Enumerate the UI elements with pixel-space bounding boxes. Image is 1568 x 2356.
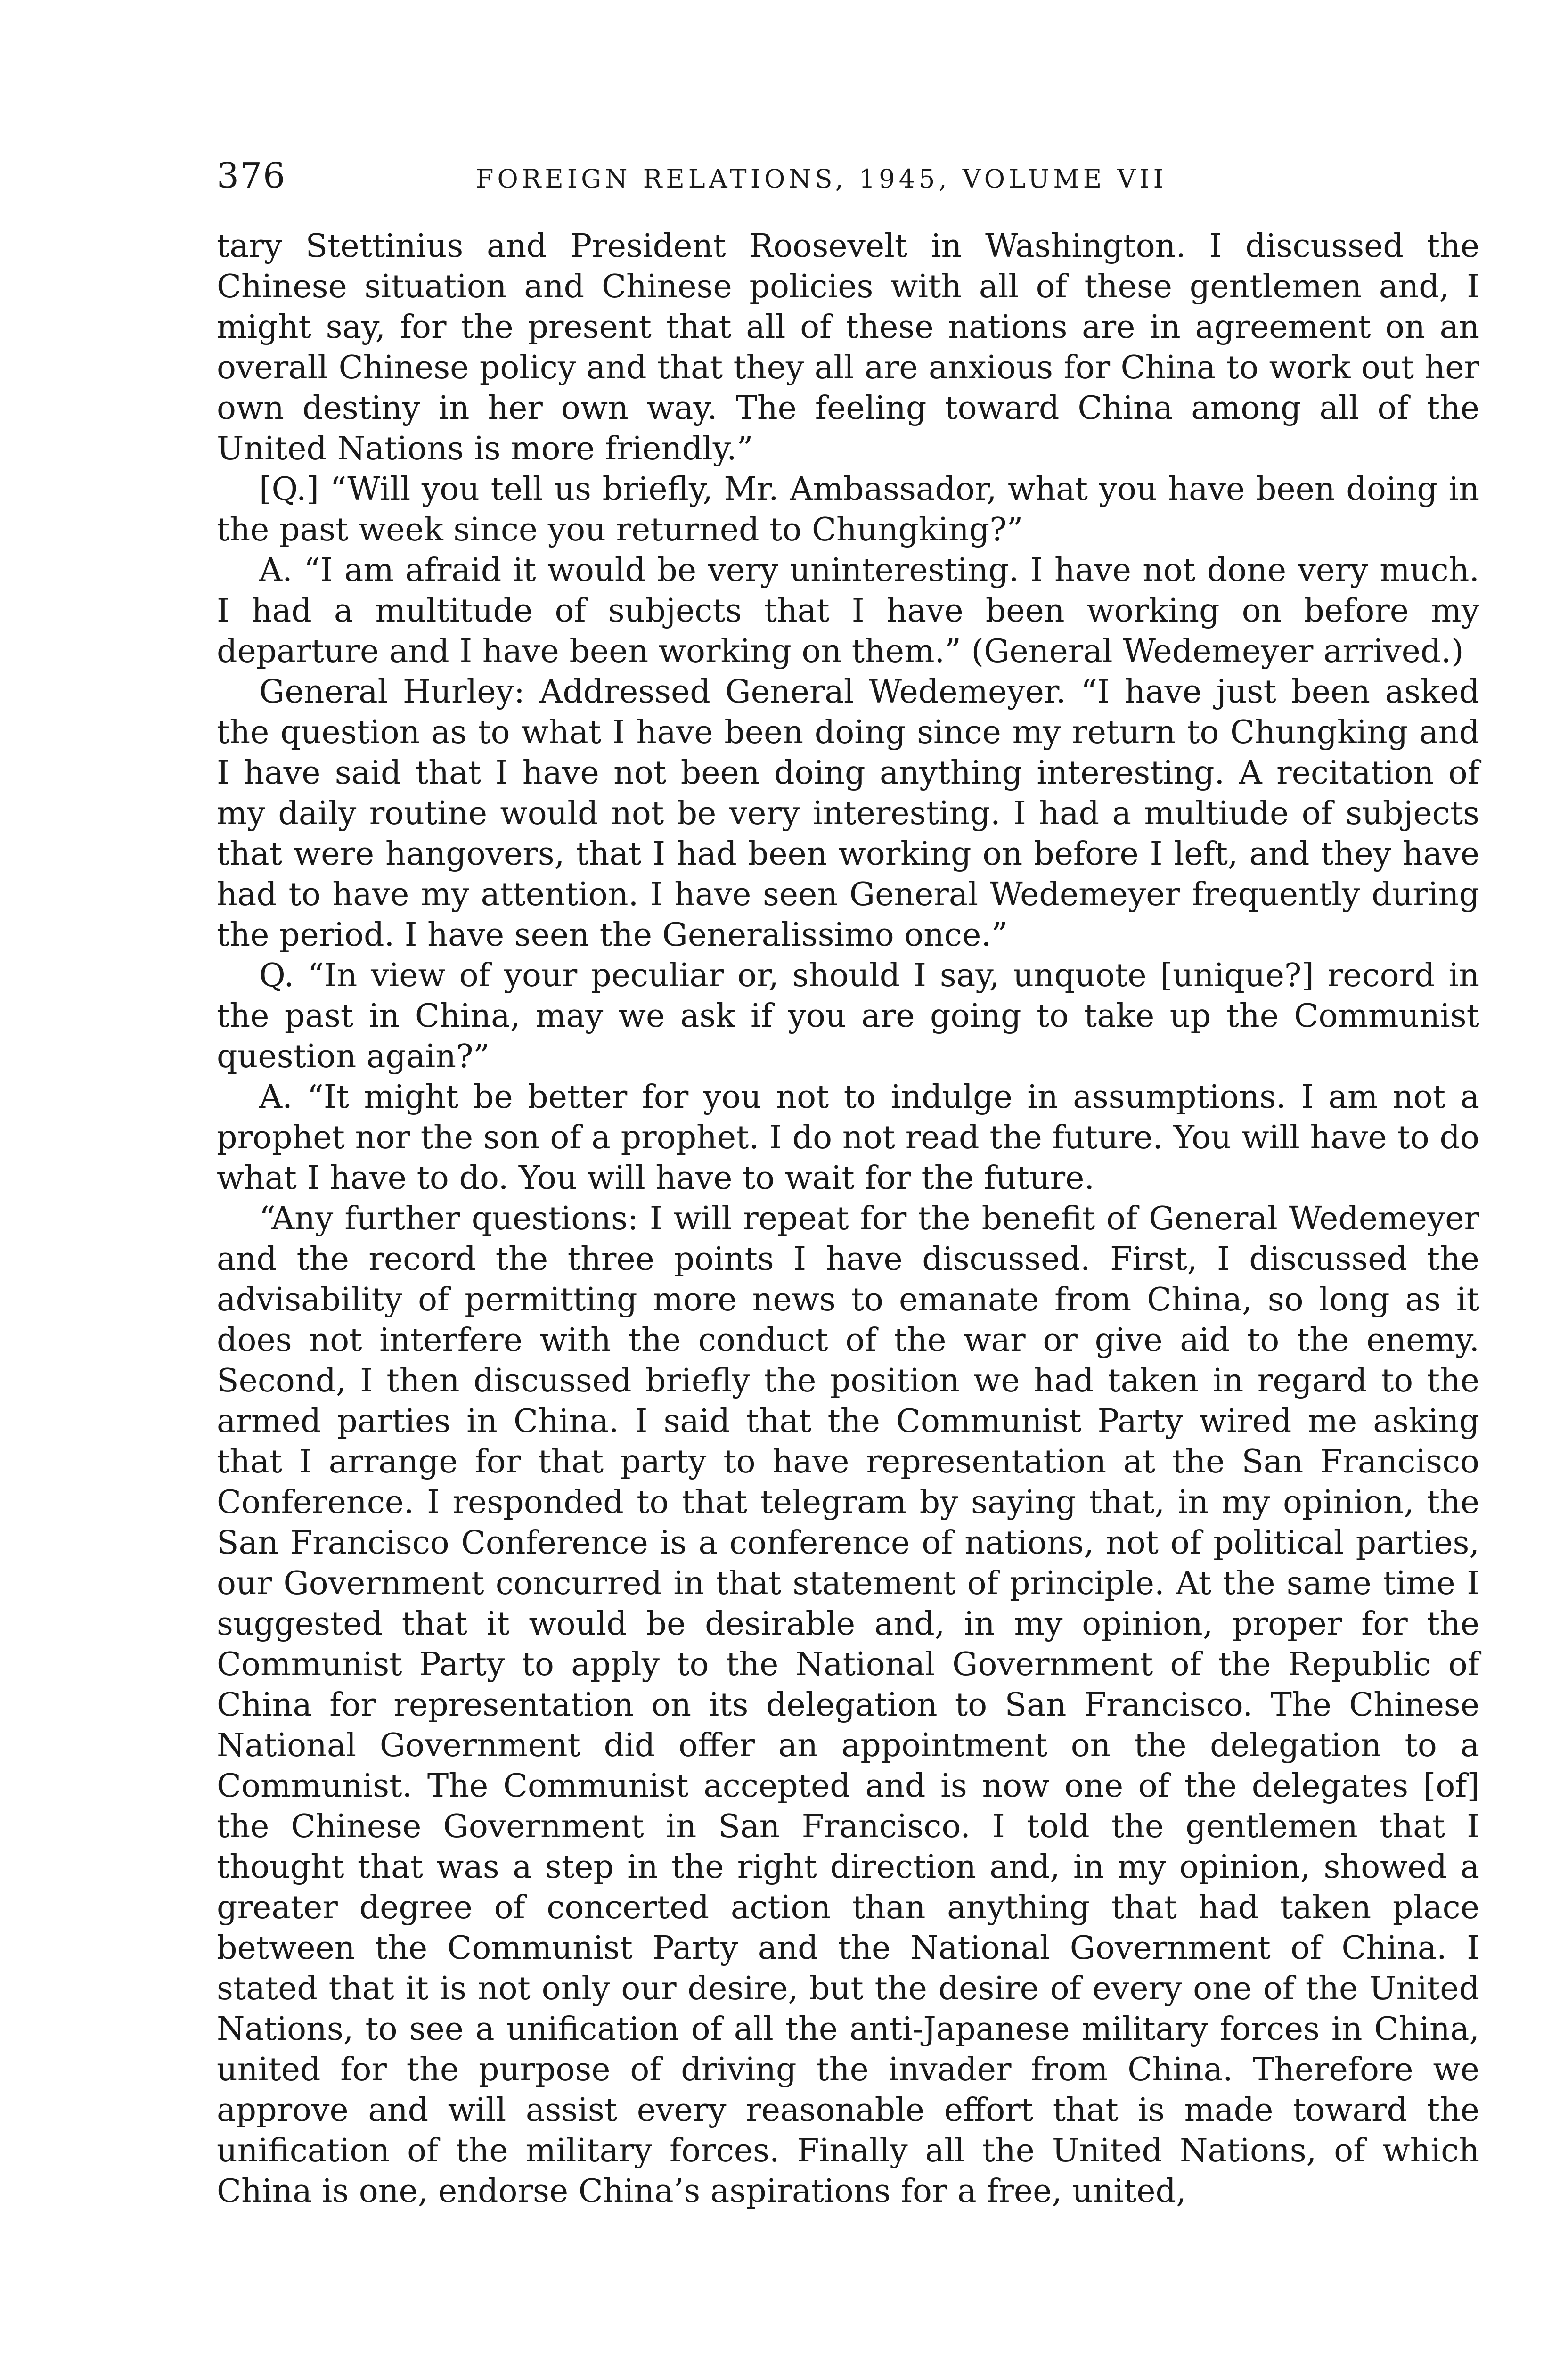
document-page <box>217 155 1479 2212</box>
page-header <box>217 155 1479 212</box>
paragraph-answer-assumptions: A. “It might be better for you not to indulge in assumptions. I am not a prophet nor the son of a prophet. I do not read the future. You will have to do what I have to do. You will have to wait for the future. <box>217 1079 1479 1197</box>
body-text <box>217 226 1479 2212</box>
paragraph-question-communist: Q. “In view of your peculiar or, should I say, unquote [unique?] record in the past in China, may we ask if you are going to take up the Communist question again?” <box>217 957 1479 1075</box>
paragraph-three-points: “Any further questions: I will repeat for the benefit of General Wedemeyer and the record the three points I have discussed. First, I discussed the advisability of permitting more news to emanate from China, so long as it does not interfere with the conduct of the war or give aid to the enemy. Second, I then discussed briefly the position we had taken in regard to the armed parties in China. I said that the Communist Party wired me asking that I arrange for that party to have representation at the San Francisco Conference. I responded to that telegram by saying that, in my opinion, the San Francisco Conference is a conference of nations, not of political parties, our Government concurred in that statement of principle. At the same time I suggested that it would be desirable and, in my opinion, proper for the Communist Party to apply to the National Government of the Republic of China for representation on its delegation to San Francisco. The Chinese National Government did offer an appointment on the delegation to a Communist. The Communist accepted and is now one of the delegates [of] the Chinese Government in San Francisco. I told the gentlemen that I thought that was a step in the right direction and, in my opinion, showed a greater degree of concerted action than anything that had taken place between the Communist Party and the National Government of China. I stated that it is not only our desire, but the desire of every one of the United Nations, to see a unification of all the anti-Japanese military forces in China, united for the purpose of driving the invader from China. Therefore we approve and will assist every reasonable effort that is made toward the unification of the military forces. Finally all the United Nations, of which China is one, endorse China’s aspirations for a free, united, <box>217 1200 1479 2210</box>
paragraph-continuation: tary Stettinius and President Roosevelt in Washington. I discussed the Chinese situation and Chinese policies with all of these gentlemen and, I might say, for the present that all of these nations are in agreement on an overall Chinese policy and that they all are anxious for China to work out her own destiny in her own way. The feeling toward China among all of the United Nations is more friendly.” <box>217 228 1479 467</box>
page-number: 376 <box>217 155 286 196</box>
paragraph-answer-uninteresting: A. “I am afraid it would be very uninteresting. I have not done very much. I had a multitude of subjects that I have been working on before my departure and I have been working on them.” (General Wedemeyer arrived.) <box>217 552 1479 670</box>
paragraph-question-briefly: [Q.] “Will you tell us briefly, Mr. Ambassador, what you have been doing in the past week since you returned to Chungking?” <box>217 471 1479 548</box>
running-head: FOREIGN RELATIONS, 1945, VOLUME VII <box>476 164 1167 194</box>
paragraph-hurley-to-wedemeyer: General Hurley: Addressed General Wedemeyer. “I have just been asked the question as to what I have been doing since my return to Chungking and I have said that I have not been doing anything interesting. A recitation of my daily routine would not be very interesting. I had a multiude of subjects that were hangovers, that I had been working on before I left, and they have had to have my attention. I have seen General Wedemeyer frequently during the period. I have seen the Generalissimo once.” <box>217 673 1479 954</box>
